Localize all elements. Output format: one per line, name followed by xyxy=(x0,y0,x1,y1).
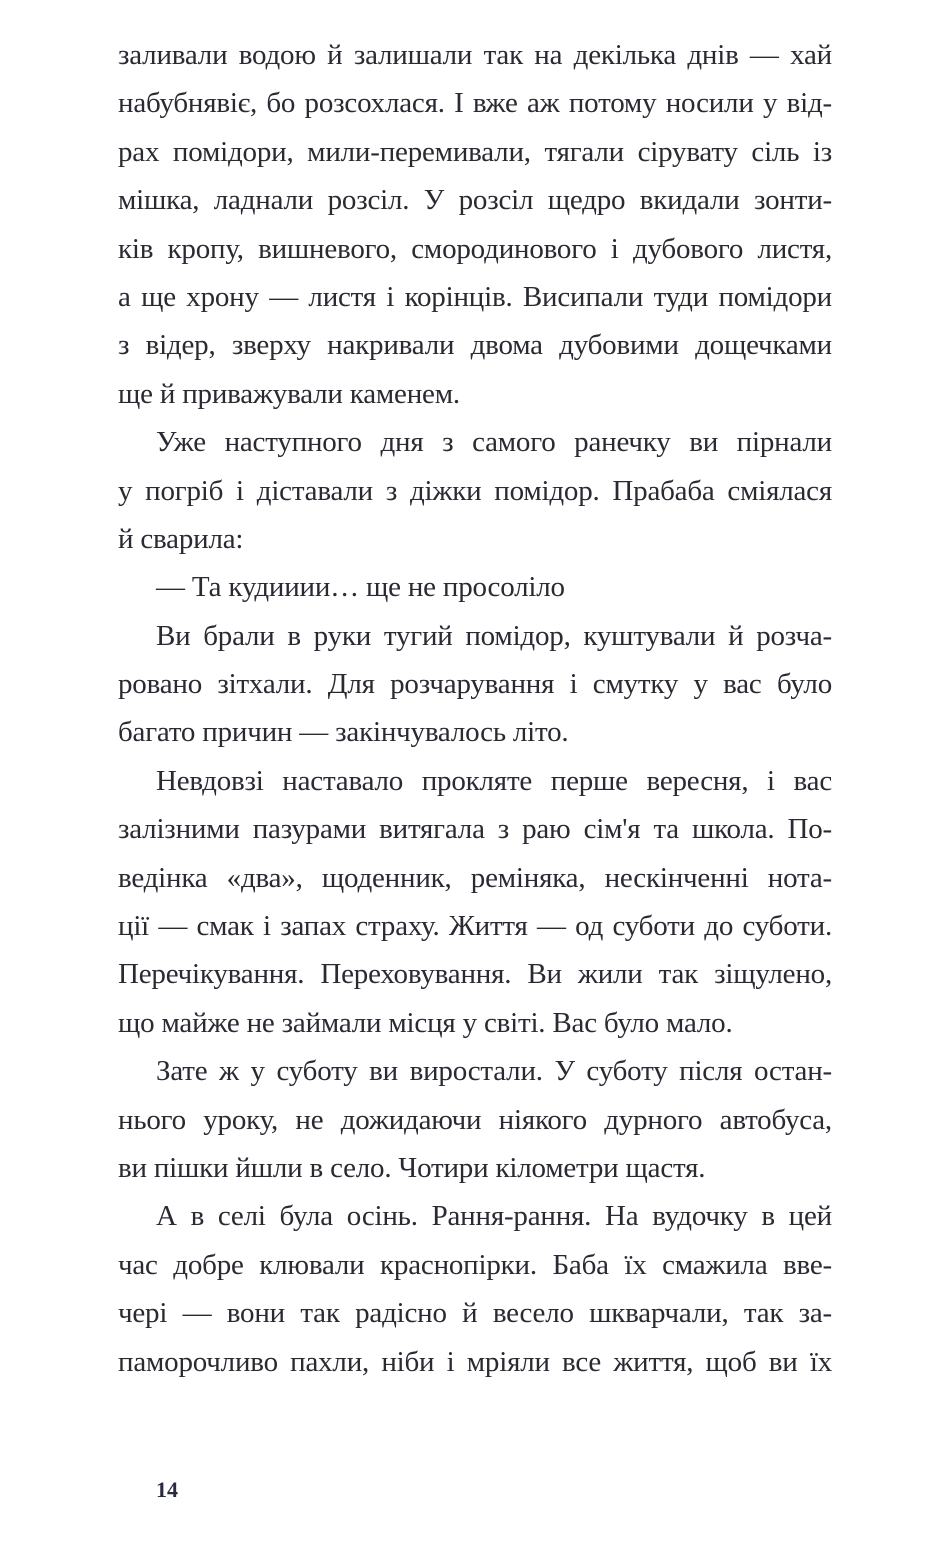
text-line: Зате ж у суботу ви виростали. У суботу після остан- xyxy=(156,1055,832,1088)
text-line: нього уроку, не дожидаючи ніякого дурного автобуса, xyxy=(118,1103,832,1136)
text-line: час добре клювали краснопірки. Баба їх смажила вве- xyxy=(118,1248,832,1281)
text-line: ровано зітхали. Для розчарування і смутку у вас було xyxy=(118,668,832,701)
text-line: паморочливо пахли, ніби і мріяли все життя, щоб ви їх xyxy=(118,1345,832,1378)
text-line: набубнявіє, бо розсохлася. І вже аж потому носили у від- xyxy=(118,87,832,120)
text-line: ції — смак і запах страху. Життя — од суботи до суботи. xyxy=(118,910,832,943)
text-line: ви пішки йшли в село. Чотири кілометри щастя. xyxy=(118,1151,706,1184)
text-line: рах помідори, мили-перемивали, тягали сірувату сіль із xyxy=(118,135,832,168)
text-line: що майже не займали місця у світі. Вас було мало. xyxy=(118,1006,733,1039)
text-line: з відер, зверху накривали двома дубовими дощечками xyxy=(118,329,832,362)
text-line: Невдовзі наставало прокляте перше вересня, і вас xyxy=(156,764,832,797)
text-line: ведінка «два», щоденник, реміняка, нескінченні нота- xyxy=(118,861,832,894)
text-line: Уже наступного дня з самого ранечку ви пірнали xyxy=(156,426,832,459)
dialogue-line: — Та кудииии… ще не просоліло xyxy=(156,571,565,604)
text-line: й сварила: xyxy=(118,522,244,555)
text-line: заливали водою й залишали так на декілька днів — хай xyxy=(118,39,832,71)
text-line: у погріб і діставали з діжки помідор. Прабаба сміялася xyxy=(118,474,832,507)
page-number: 14 xyxy=(156,1477,178,1502)
text-line: багато причин — закінчувалось літо. xyxy=(118,716,569,749)
text-line: А в селі була осінь. Рання-рання. На вудочку в цей xyxy=(156,1200,832,1233)
text-line: мішка, ладнали розсіл. У розсіл щедро вкидали зонти- xyxy=(118,184,832,217)
text-line: ще й приважували каменем. xyxy=(118,377,460,410)
text-line: Ви брали в руки тугий помідор, куштували й розча- xyxy=(156,619,832,652)
text-line: залізними пазурами витягала з раю сім'я та школа. По- xyxy=(118,813,832,846)
text-line: а ще хрону — листя і корінців. Висипали туди помідори xyxy=(118,280,832,313)
text-line: Перечікування. Переховування. Ви жили так зіщулено, xyxy=(118,958,832,991)
text-line: чері — вони так радісно й весело шкварчали, так за- xyxy=(118,1297,832,1330)
body-text xyxy=(118,31,832,1386)
text-line: ків кропу, вишневого, смородинового і дубового листя, xyxy=(118,232,832,265)
